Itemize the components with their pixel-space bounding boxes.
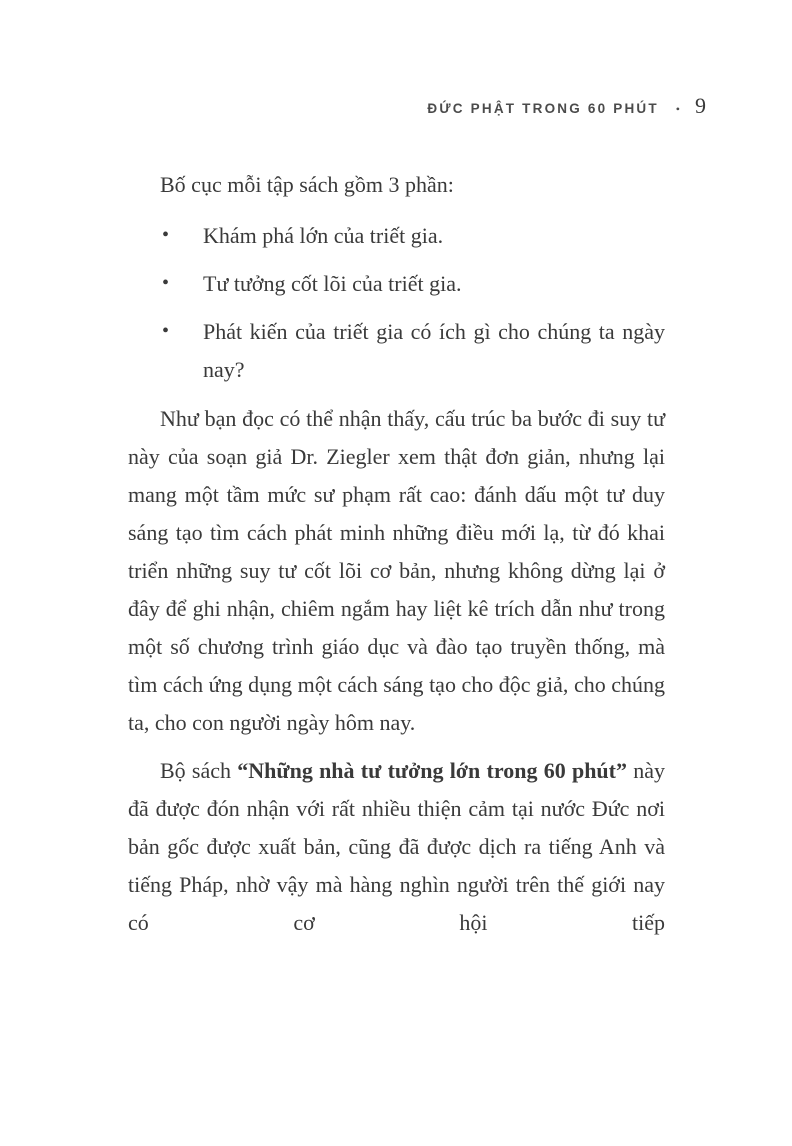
bullet-item xyxy=(128,265,665,303)
intro-paragraph: Bố cục mỗi tập sách gồm 3 phần: xyxy=(160,172,454,197)
running-header xyxy=(427,95,706,117)
series-title-bold-text: “Những nhà tư tưởng lớn trong 60 phút” xyxy=(237,758,627,783)
bullet-item xyxy=(128,217,665,255)
paragraph-structure-explanation: Như bạn đọc có thể nhận thấy, cấu trúc ba bước đi suy tư này của soạn giả Dr. Ziegler xem thật đơn giản, nhưng lại mang một tầm mức sư phạm rất cao: đánh dấu một tư duy sáng tạo tìm cách phát minh những điều mới lạ, từ đó khai triển những suy tư cốt lõi cơ bản, nhưng không dừng lại ở đây để ghi nhận, chiêm ngắm hay liệt kê trích dẫn như trong một số chương trình giáo dục và đào tạo truyền thống, mà tìm cách ứng dụng một cách sáng tạo cho độc giả, cho chúng ta, cho con người ngày hôm nay. xyxy=(128,406,665,735)
bullet-item xyxy=(128,313,665,389)
paragraph-lead-text: Bộ sách xyxy=(160,758,238,783)
bullet-text: Phát kiến của triết gia có ích gì cho chúng ta ngày nay? xyxy=(203,319,665,382)
bullet-text: Tư tưởng cốt lõi của triết gia. xyxy=(203,271,462,296)
paragraph-series-reception xyxy=(128,752,665,942)
bullet-icon: • xyxy=(162,320,170,342)
paragraph-rest-text: này đã được đón nhận với rất nhiều thiện cảm tại nước Đức nơi bản gốc được xuất bản, cũng đã được dịch ra tiếng Anh và tiếng Pháp, nhờ vậy mà hàng nghìn người trên thế giới nay có cơ hội tiếp xyxy=(128,758,666,935)
header-separator-dot-icon: • xyxy=(675,102,680,116)
bullet-list xyxy=(128,217,665,389)
running-header-title: ĐỨC PHẬT TRONG 60 PHÚT xyxy=(427,101,659,116)
page-content xyxy=(128,166,665,942)
bullet-text: Khám phá lớn của triết gia. xyxy=(203,223,444,248)
page-number: 9 xyxy=(695,93,706,118)
bullet-icon: • xyxy=(162,272,170,294)
bullet-icon: • xyxy=(162,224,170,246)
